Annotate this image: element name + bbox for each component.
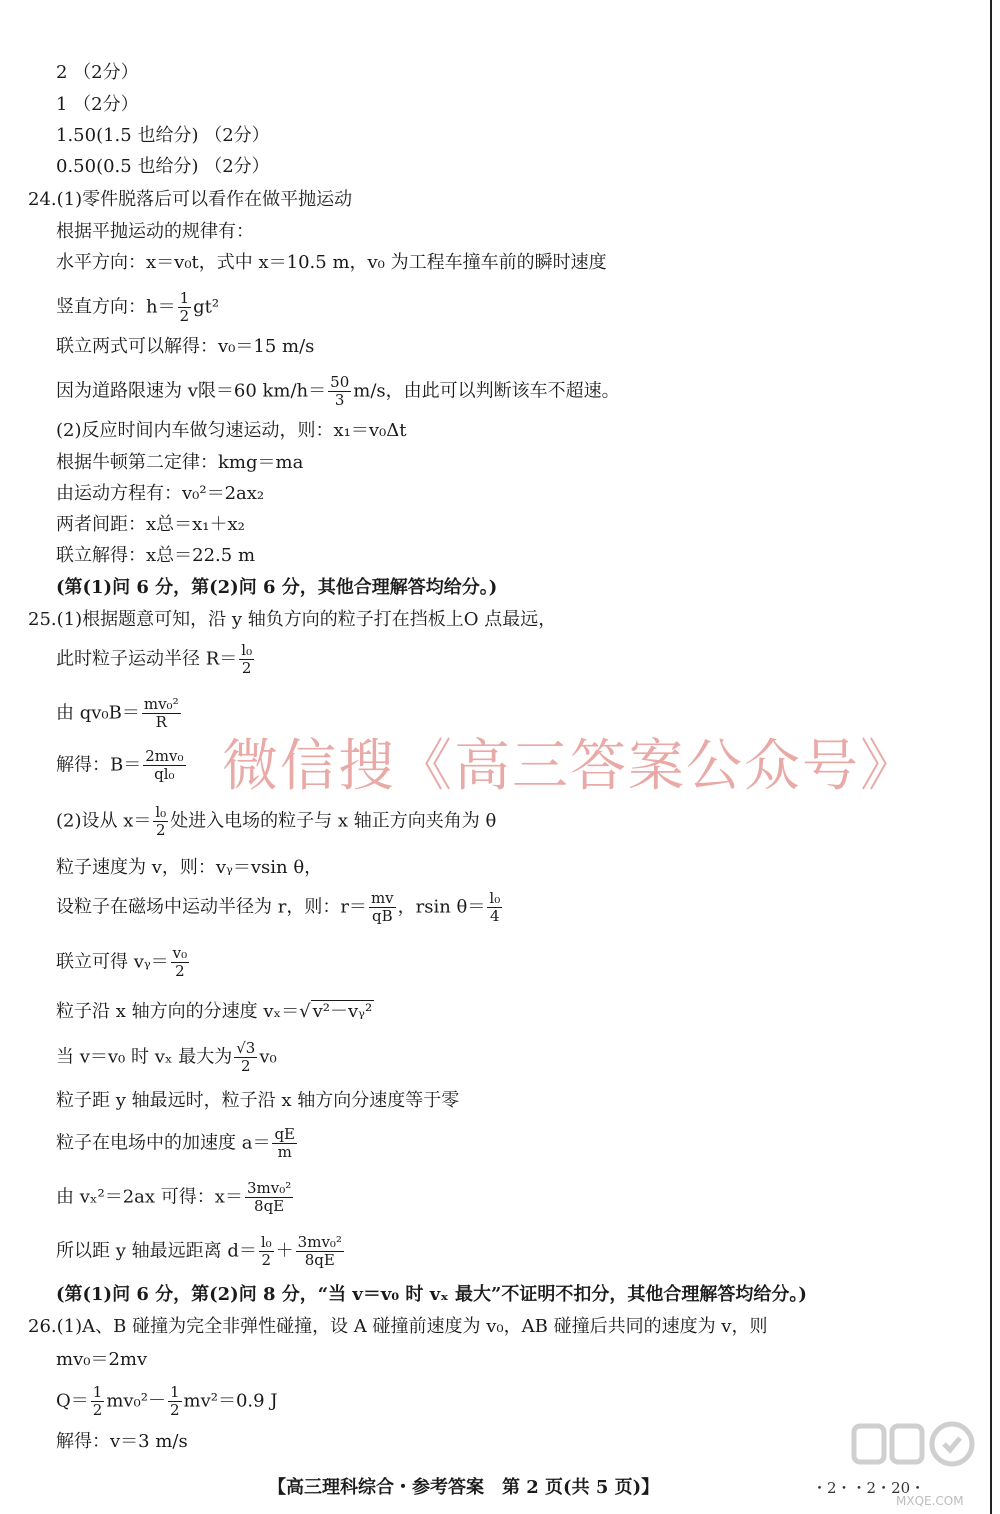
- q24-line: 水平方向：x＝v₀t，式中 x＝10.5 m，v₀ 为工程车撞车前的瞬时速度: [56, 252, 607, 273]
- q26-line: Q＝ $\frac{1}{2}$ mv₀²－ $\frac{1}{2}$ mv²＝0.9 J: [56, 1383, 278, 1419]
- fraction: $\frac{\text{l₀}}{2}$: [155, 803, 167, 839]
- q26-heading: 26.(1)A、B 碰撞为完全非弹性碰撞，设 A 碰撞前速度为 v₀，AB 碰撞后共同的速度为 v，则: [28, 1316, 768, 1337]
- answer-line-4: 0.50(0.5 也给分) （2分）: [56, 156, 270, 177]
- fraction: $\frac{√3}{2}$: [236, 1039, 256, 1075]
- answer-line-3: 1.50(1.5 也给分) （2分）: [56, 125, 270, 146]
- page-code: ・2・・2・20・: [812, 1479, 926, 1497]
- fraction: $\frac{\text{l₀}}{2}$: [241, 641, 253, 677]
- site-logo: [848, 1418, 980, 1486]
- right-border-line: [990, 0, 992, 1514]
- q24-line: 联立两式可以解得：v₀＝15 m/s: [56, 336, 315, 357]
- fraction: $\frac{1}{2}$: [179, 289, 190, 325]
- fraction: $\frac{\text{2mv₀}}{\text{ql₀}}$: [145, 747, 184, 783]
- q24-line: (2)反应时间内车做匀速运动，则：x₁＝v₀Δt: [56, 420, 407, 441]
- sqrt-sign: √: [299, 1001, 311, 1022]
- q24-line: 根据平抛运动的规律有：: [56, 221, 254, 242]
- fraction: $\frac{\text{l₀}}{4}$: [489, 889, 501, 925]
- q26-line: mv₀＝2mv: [56, 1349, 148, 1370]
- q24-line: 由运动方程有：v₀²＝2ax₂: [56, 483, 265, 504]
- q25-line: 设粒子在磁场中运动半径为 r，则：r＝ $\frac{mv}{qB}$ ，rsin θ＝ $\frac{\text{l₀}}{4}$: [56, 889, 501, 925]
- answer-line-1: 2 （2分）: [56, 62, 139, 83]
- q25-line: 联立可得 vᵧ＝ $\frac{\text{v₀}}{2}$: [56, 944, 188, 980]
- q26-line: 解得：v＝3 m/s: [56, 1431, 188, 1452]
- fraction: $\frac{qE}{m}$: [274, 1125, 296, 1161]
- q25-heading: 25.(1)根据题意可知，沿 y 轴负方向的粒子打在挡板上O 点最远，: [28, 609, 557, 630]
- fraction: $\frac{\text{3mv₀²}}{8qE}$: [297, 1233, 342, 1269]
- q24-line: 竖直方向：h＝ $\frac{1}{2}$ gt²: [56, 289, 220, 325]
- q25-line: 粒子在电场中的加速度 a＝ $\frac{qE}{m}$: [56, 1125, 296, 1161]
- fraction: $\frac{\text{v₀}}{2}$: [172, 944, 188, 980]
- logo-text: MXQE.COM: [896, 1494, 964, 1508]
- fraction: $\frac{\text{3mv₀²}}{8qE}$: [246, 1179, 292, 1215]
- q25-line: 解得：B＝ $\frac{\text{2mv₀}}{\text{ql₀}}$: [56, 747, 184, 783]
- q25-line: (2)设从 x＝ $\frac{\text{l₀}}{2}$ 处进入电场的粒子与 x 轴正方向夹角为 θ: [56, 803, 497, 839]
- q25-line: 所以距 y 轴最远距离 d＝ $\frac{\text{l₀}}{2}$ ＋ $\frac{\text{3mv₀²}}{8qE}$: [56, 1233, 342, 1269]
- q24-heading: 24.(1)零件脱落后可以看作在做平抛运动: [28, 189, 353, 210]
- q25-scoring-note: (第(1)问 6 分，第(2)问 8 分，“当 v＝v₀ 时 vₓ 最大”不证明不扣分，其他合理解答均给分。): [56, 1284, 807, 1305]
- q25-line: 此时粒子运动半径 R＝ $\frac{\text{l₀}}{2}$: [56, 641, 253, 677]
- fraction: $\frac{1}{2}$: [169, 1383, 180, 1419]
- q25-line: 粒子沿 x 轴方向的分速度 vₓ＝√ v²－vᵧ²: [56, 1001, 373, 1022]
- fraction: $\frac{\text{mv₀²}}{R}$: [143, 695, 179, 731]
- q24-line: 因为道路限速为 v限＝60 km/h＝ $\frac{50}{3}$ m/s，由此可以判断该车不超速。: [56, 373, 620, 409]
- q25-line: 粒子速度为 v，则：vᵧ＝vsin θ，: [56, 857, 323, 878]
- q25-line: 当 v＝v₀ 时 vₓ 最大为 $\frac{√3}{2}$ v₀: [56, 1039, 277, 1075]
- q25-line: 由 qv₀B＝ $\frac{\text{mv₀²}}{R}$: [56, 695, 179, 731]
- fraction: $\frac{\text{l₀}}{2}$: [260, 1233, 272, 1269]
- fraction: $\frac{1}{2}$: [92, 1383, 103, 1419]
- q25-line: 粒子距 y 轴最远时，粒子沿 x 轴方向分速度等于零: [56, 1090, 460, 1111]
- q24-line: 联立解得：x总＝22.5 m: [56, 545, 256, 566]
- answer-line-2: 1 （2分）: [56, 94, 139, 115]
- q25-line: 由 vₓ²＝2ax 可得：x＝ $\frac{\text{3mv₀²}}{8qE}$: [56, 1179, 292, 1215]
- page-footer: 【高三理科综合・参考答案 第 2 页(共 5 页)】: [268, 1477, 660, 1498]
- q24-scoring-note: (第(1)问 6 分，第(2)问 6 分，其他合理解答均给分。): [56, 577, 498, 598]
- fraction: $\frac{mv}{qB}$: [370, 889, 394, 925]
- q24-line: 两者间距：x总＝x₁＋x₂: [56, 514, 245, 535]
- fraction: $\frac{50}{3}$: [330, 373, 350, 409]
- watermark: 微信搜《高三答案公众号》: [222, 734, 918, 799]
- q24-line: 根据牛顿第二定律：kmg＝ma: [56, 452, 304, 473]
